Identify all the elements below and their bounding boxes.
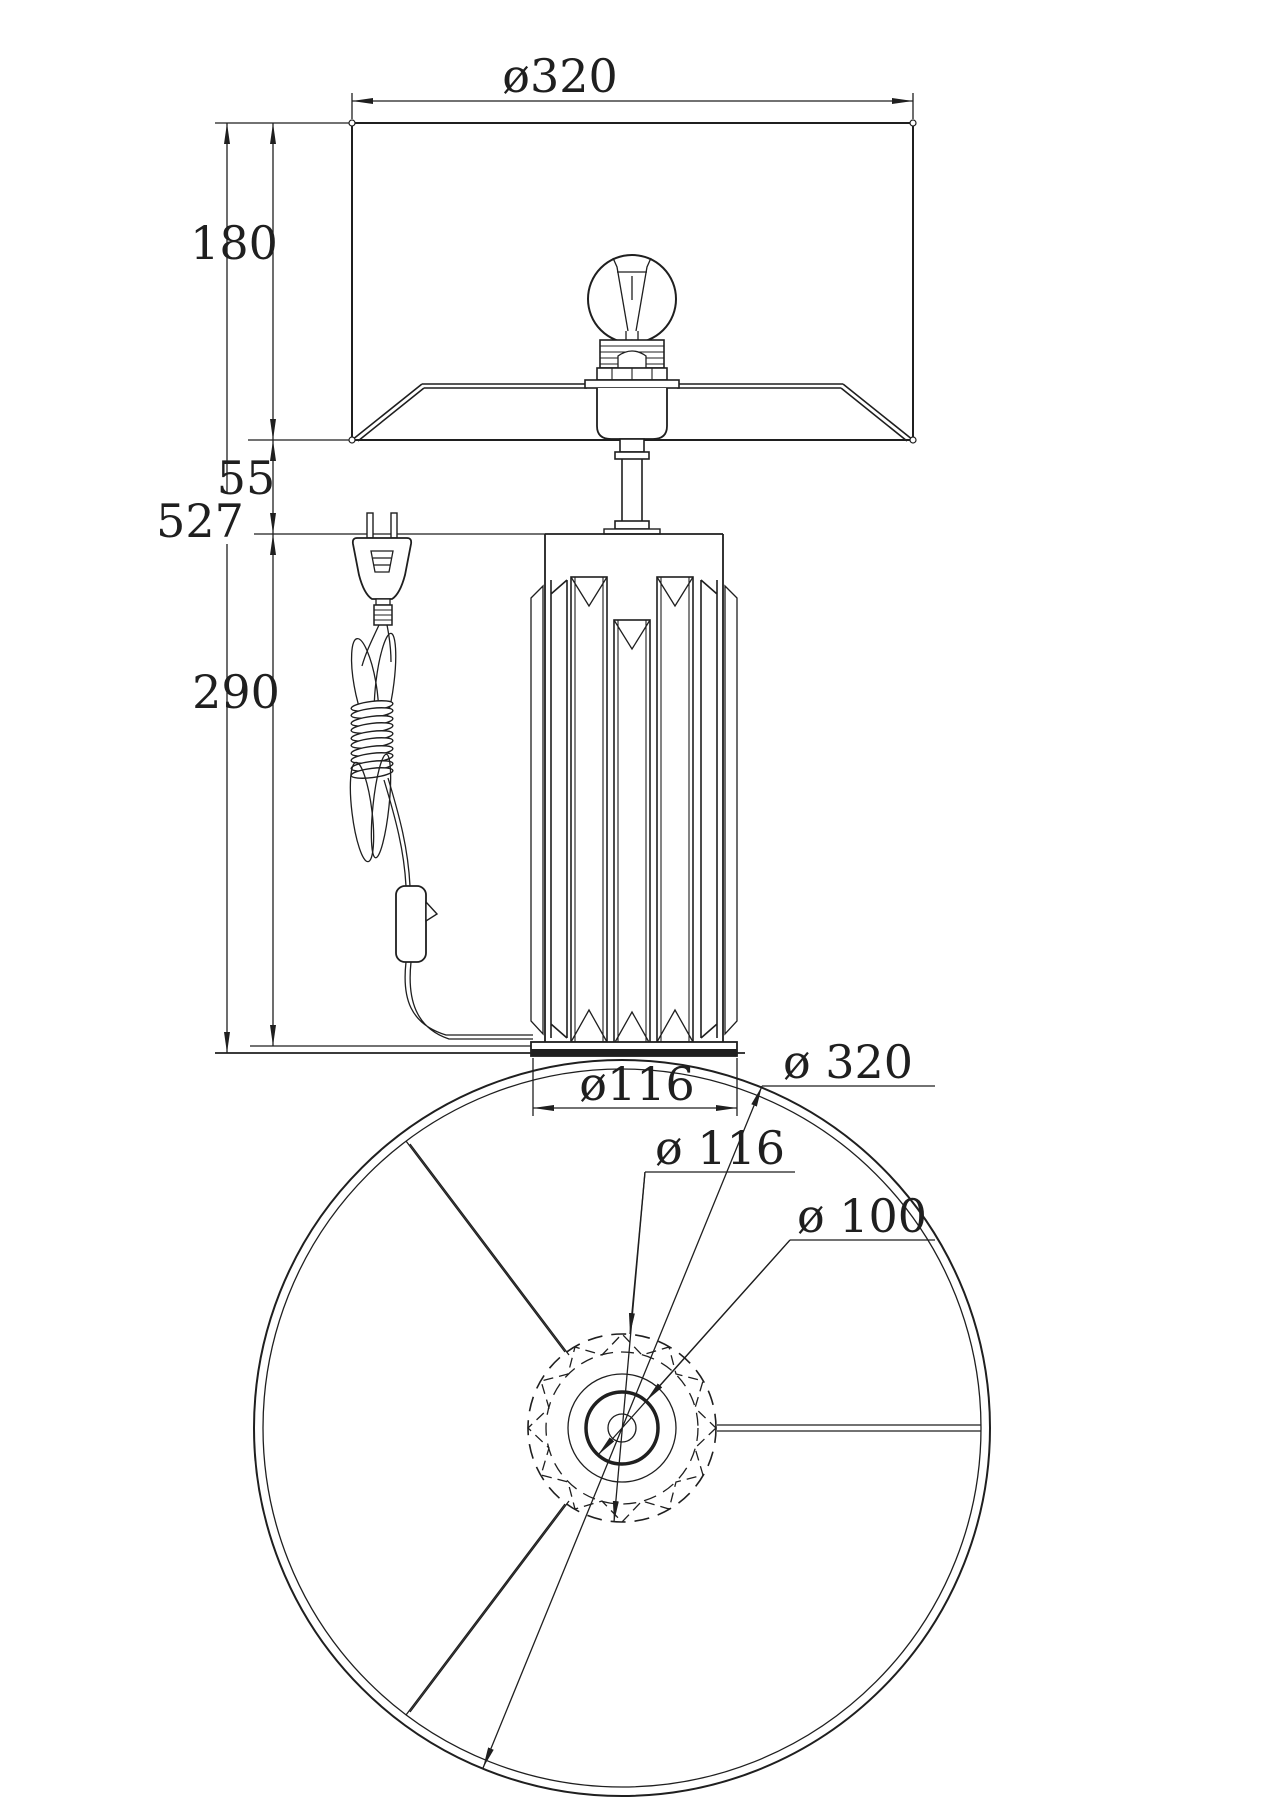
bulb-socket — [585, 340, 679, 452]
dim-shade-diameter: ø320 — [502, 49, 618, 103]
reference-lines — [215, 93, 913, 1116]
power-cord — [346, 625, 533, 1039]
cord-switch — [396, 886, 437, 962]
plan-dim-inner-diameter: ø 100 — [796, 1189, 928, 1243]
plan-view — [254, 1035, 990, 1796]
dim-neck-height: 55 — [216, 451, 276, 505]
dim-total-height: 527 — [156, 494, 244, 548]
dim-body-height: 290 — [192, 665, 280, 719]
front-elevation-view — [150, 49, 916, 1116]
lamp-stem — [604, 452, 660, 534]
lamp-base-body — [531, 534, 737, 1056]
dimension-lines — [227, 101, 913, 1108]
plan-dim-shade-diameter: ø 320 — [782, 1035, 914, 1089]
dim-body-diameter: ø116 — [579, 1057, 695, 1111]
light-bulb-icon — [588, 255, 676, 352]
plan-dim-body-diameter: ø 116 — [654, 1121, 786, 1175]
dim-shade-height: 180 — [190, 216, 278, 270]
power-plug — [353, 513, 411, 625]
